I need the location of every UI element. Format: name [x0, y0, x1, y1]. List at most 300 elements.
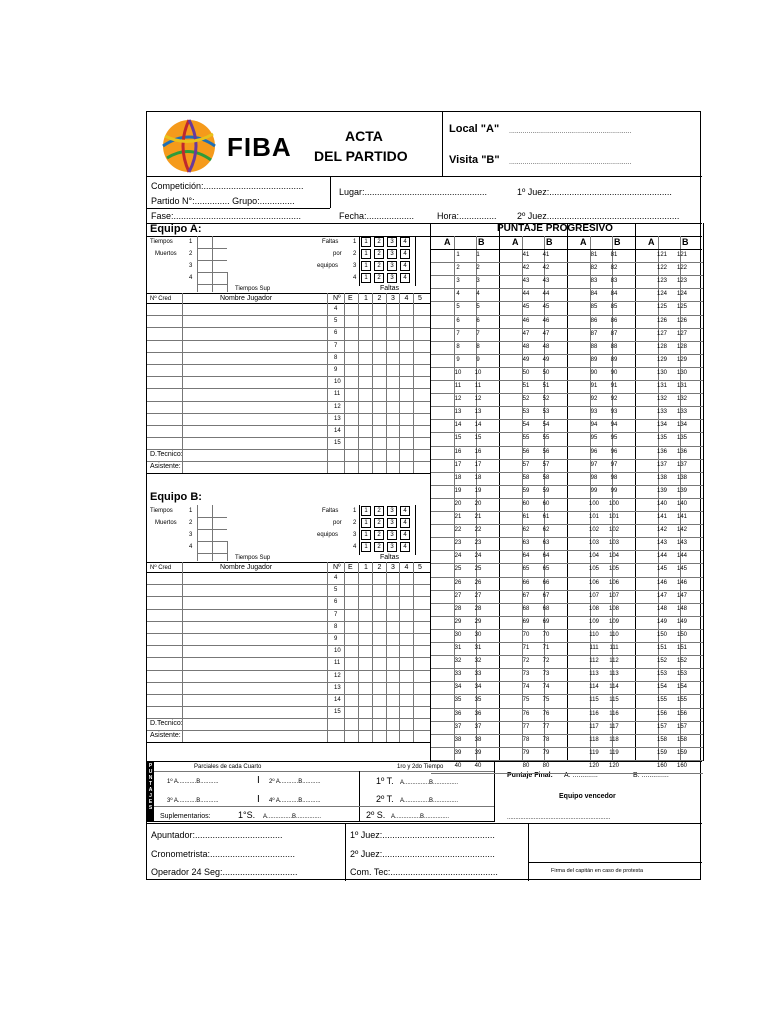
score-cell-a[interactable]: 17	[454, 461, 462, 468]
score-cell-a[interactable]: 101	[588, 514, 599, 520]
score-cell-b[interactable]: 119	[609, 749, 619, 756]
score-cell-a[interactable]: 90	[590, 369, 598, 376]
score-cell-a[interactable]: 15	[454, 435, 462, 442]
team-a-team-foul-box[interactable]: 4	[400, 237, 410, 247]
score-cell-b[interactable]: 42	[542, 265, 550, 272]
score-cell-a[interactable]: 116	[589, 710, 599, 717]
score-cell-b[interactable]: 1	[476, 252, 480, 258]
team-b-team-foul-box[interactable]: 3	[387, 542, 397, 552]
score-cell-b[interactable]: 138	[676, 474, 687, 481]
score-cell-b[interactable]: 59	[542, 487, 550, 494]
score-cell-a[interactable]: 135	[656, 435, 667, 442]
score-cell-b[interactable]: 2	[476, 265, 480, 272]
team-a-team-foul-box[interactable]: 1	[361, 237, 371, 247]
score-cell-a[interactable]: 103	[588, 540, 599, 547]
score-cell-a[interactable]: 34	[454, 684, 462, 691]
score-cell-a[interactable]: 83	[590, 278, 598, 285]
score-cell-b[interactable]: 100	[608, 500, 619, 507]
score-cell-b[interactable]: 50	[542, 369, 550, 376]
score-cell-a[interactable]: 146	[656, 579, 667, 586]
score-cell-b[interactable]: 4	[476, 291, 480, 298]
team-b-team-foul-box[interactable]: 2	[374, 530, 384, 540]
score-cell-a[interactable]: 122	[656, 265, 667, 272]
q4-score[interactable]: 4º A...........B...........	[269, 798, 321, 804]
score-cell-b[interactable]: 116	[609, 710, 619, 717]
score-cell-b[interactable]: 82	[610, 265, 618, 272]
score-cell-a[interactable]: 107	[588, 592, 599, 599]
score-cell-b[interactable]: 154	[676, 684, 687, 691]
score-cell-b[interactable]: 126	[676, 317, 687, 324]
score-cell-b[interactable]: 73	[542, 671, 550, 678]
team-a-team-foul-box[interactable]: 3	[387, 249, 397, 259]
score-cell-a[interactable]: 95	[590, 435, 598, 442]
score-cell-b[interactable]: 39	[474, 749, 482, 756]
team-a-team-foul-box[interactable]: 1	[361, 273, 371, 283]
team-a-player-row[interactable]	[147, 388, 430, 400]
score-cell-a[interactable]: 141	[656, 514, 667, 520]
score-cell-b[interactable]: 102	[608, 527, 619, 534]
score-cell-b[interactable]: 75	[542, 697, 550, 704]
score-cell-b[interactable]: 15	[474, 435, 482, 442]
score-cell-b[interactable]: 133	[676, 409, 687, 416]
score-cell-b[interactable]: 145	[676, 566, 687, 573]
score-cell-b[interactable]: 55	[542, 435, 550, 442]
score-cell-b[interactable]: 34	[474, 684, 482, 691]
team-b-player-row[interactable]	[147, 706, 430, 718]
score-cell-b[interactable]: 20	[474, 500, 482, 507]
team-b-player-row[interactable]	[147, 633, 430, 645]
score-cell-b[interactable]: 62	[542, 527, 550, 534]
score-cell-a[interactable]: 104	[588, 553, 599, 560]
score-cell-b[interactable]: 96	[610, 448, 618, 455]
score-cell-b[interactable]: 66	[542, 579, 550, 586]
score-cell-b[interactable]: 14	[474, 422, 482, 429]
score-cell-a[interactable]: 110	[589, 631, 599, 638]
score-cell-a[interactable]: 43	[522, 278, 530, 285]
score-cell-b[interactable]: 43	[542, 278, 550, 285]
score-cell-b[interactable]: 13	[474, 409, 482, 416]
score-cell-a[interactable]: 64	[522, 553, 530, 560]
score-cell-a[interactable]: 147	[656, 592, 667, 599]
score-cell-b[interactable]: 6	[476, 317, 480, 324]
score-cell-a[interactable]: 134	[656, 422, 667, 429]
team-a-team-foul-box[interactable]: 1	[361, 261, 371, 271]
score-cell-b[interactable]: 40	[474, 762, 482, 769]
score-cell-b[interactable]: 151	[676, 645, 687, 651]
score-cell-a[interactable]: 4	[456, 291, 460, 298]
team-a-player-row[interactable]	[147, 425, 430, 437]
score-cell-b[interactable]: 135	[676, 435, 687, 442]
score-cell-a[interactable]: 5	[456, 304, 460, 311]
team-a-player-row[interactable]	[147, 315, 430, 327]
juez2-signature-field[interactable]: 2º Juez:.............................................	[350, 849, 495, 859]
score-cell-b[interactable]: 30	[474, 631, 482, 638]
score-cell-a[interactable]: 123	[656, 278, 667, 285]
score-cell-a[interactable]: 126	[656, 317, 667, 324]
score-cell-a[interactable]: 92	[590, 396, 598, 403]
score-cell-a[interactable]: 75	[522, 697, 530, 704]
score-cell-b[interactable]: 152	[676, 658, 687, 665]
puntaje-final-a[interactable]: A: .............	[564, 772, 598, 779]
team-b-team-foul-box[interactable]: 3	[387, 518, 397, 528]
score-cell-b[interactable]: 97	[610, 461, 618, 468]
score-cell-b[interactable]: 111	[609, 645, 619, 651]
score-cell-b[interactable]: 112	[609, 658, 619, 665]
score-cell-a[interactable]: 38	[454, 736, 462, 743]
score-cell-a[interactable]: 108	[588, 605, 599, 612]
score-cell-a[interactable]: 60	[522, 500, 530, 507]
score-cell-b[interactable]: 129	[676, 356, 687, 363]
score-cell-a[interactable]: 20	[454, 500, 462, 507]
team-b-player-row[interactable]	[147, 645, 430, 657]
score-cell-a[interactable]: 36	[454, 710, 462, 717]
score-cell-a[interactable]: 55	[522, 435, 530, 442]
score-cell-a[interactable]: 69	[522, 618, 530, 625]
score-cell-b[interactable]: 31	[474, 645, 482, 651]
score-cell-a[interactable]: 76	[522, 710, 530, 717]
score-cell-b[interactable]: 68	[542, 605, 550, 612]
score-cell-a[interactable]: 148	[656, 605, 667, 612]
score-cell-a[interactable]: 158	[656, 736, 667, 743]
team-b-player-row[interactable]	[147, 621, 430, 633]
score-cell-a[interactable]: 154	[656, 684, 667, 691]
score-cell-b[interactable]: 115	[609, 697, 619, 704]
score-cell-b[interactable]: 27	[474, 592, 482, 599]
score-cell-a[interactable]: 21	[454, 514, 462, 520]
team-b-player-row[interactable]	[147, 694, 430, 706]
score-cell-a[interactable]: 82	[590, 265, 598, 272]
hora-field[interactable]: Hora:...............	[437, 211, 497, 221]
score-cell-a[interactable]: 11	[454, 383, 462, 389]
score-cell-b[interactable]: 157	[676, 723, 687, 730]
equipo-vencedor-line[interactable]: ..............................................................	[507, 815, 611, 821]
score-cell-b[interactable]: 106	[608, 579, 619, 586]
score-cell-a[interactable]: 140	[656, 500, 667, 507]
score-cell-a[interactable]: 63	[522, 540, 530, 547]
score-cell-a[interactable]: 65	[522, 566, 530, 573]
score-cell-b[interactable]: 98	[610, 474, 618, 481]
team-b-player-row[interactable]	[147, 584, 430, 596]
score-cell-b[interactable]: 148	[676, 605, 687, 612]
score-cell-a[interactable]: 18	[454, 474, 462, 481]
score-cell-a[interactable]: 49	[522, 356, 530, 363]
score-cell-a[interactable]: 7	[456, 330, 460, 337]
score-cell-a[interactable]: 6	[456, 317, 460, 324]
score-cell-b[interactable]: 28	[474, 605, 482, 612]
score-cell-a[interactable]: 26	[454, 579, 462, 586]
score-cell-a[interactable]: 8	[456, 343, 460, 350]
score-cell-a[interactable]: 59	[522, 487, 530, 494]
score-cell-b[interactable]: 52	[542, 396, 550, 403]
score-cell-b[interactable]: 94	[610, 422, 618, 429]
juez1-signature-field[interactable]: 1º Juez:.............................................	[350, 830, 495, 840]
score-cell-b[interactable]: 29	[474, 618, 482, 625]
score-cell-a[interactable]: 25	[454, 566, 462, 573]
score-cell-a[interactable]: 58	[522, 474, 530, 481]
score-cell-b[interactable]: 45	[542, 304, 550, 311]
score-cell-a[interactable]: 9	[456, 356, 460, 363]
score-cell-b[interactable]: 89	[610, 356, 618, 363]
team-a-team-foul-box[interactable]: 3	[387, 261, 397, 271]
score-cell-b[interactable]: 101	[608, 514, 619, 520]
score-cell-b[interactable]: 63	[542, 540, 550, 547]
score-cell-b[interactable]: 131	[676, 383, 687, 389]
s1-score[interactable]: A...............B...............	[263, 814, 322, 820]
team-b-team-foul-box[interactable]: 3	[387, 530, 397, 540]
fecha-field[interactable]: Fecha:...................	[339, 211, 415, 221]
score-cell-a[interactable]: 42	[522, 265, 530, 272]
score-cell-b[interactable]: 47	[542, 330, 550, 337]
partido-field[interactable]: Partido N°:.............. Grupo:..............	[151, 196, 295, 206]
score-cell-b[interactable]: 93	[610, 409, 618, 416]
score-cell-b[interactable]: 35	[474, 697, 482, 704]
score-cell-a[interactable]: 24	[454, 553, 462, 560]
q3-score[interactable]: 3º A...........B...........	[167, 798, 219, 804]
score-cell-b[interactable]: 149	[676, 618, 687, 625]
score-cell-b[interactable]: 22	[474, 527, 482, 534]
juez2-field[interactable]: 2º Juez.....................................................	[517, 211, 680, 221]
score-cell-a[interactable]: 16	[454, 448, 462, 455]
lugar-field[interactable]: Lugar:.................................................	[339, 187, 488, 197]
score-cell-a[interactable]: 54	[522, 422, 530, 429]
score-cell-b[interactable]: 81	[610, 252, 618, 258]
team-a-player-row[interactable]	[147, 413, 430, 425]
score-cell-a[interactable]: 96	[590, 448, 598, 455]
score-cell-b[interactable]: 83	[610, 278, 618, 285]
score-cell-a[interactable]: 33	[454, 671, 462, 678]
score-cell-b[interactable]: 143	[676, 540, 687, 547]
score-cell-a[interactable]: 128	[656, 343, 667, 350]
score-cell-b[interactable]: 74	[542, 684, 550, 691]
score-cell-b[interactable]: 159	[676, 749, 687, 756]
score-cell-a[interactable]: 32	[454, 658, 462, 665]
team-a-team-foul-box[interactable]: 2	[374, 237, 384, 247]
team-a-team-foul-box[interactable]: 2	[374, 249, 384, 259]
score-cell-a[interactable]: 56	[522, 448, 530, 455]
score-cell-b[interactable]: 104	[608, 553, 619, 560]
score-cell-b[interactable]: 118	[609, 736, 619, 743]
score-cell-a[interactable]: 111	[589, 645, 599, 651]
score-cell-a[interactable]: 19	[454, 487, 462, 494]
score-cell-b[interactable]: 67	[542, 592, 550, 599]
team-b-team-foul-box[interactable]: 3	[387, 506, 397, 516]
score-cell-a[interactable]: 30	[454, 631, 462, 638]
score-cell-b[interactable]: 156	[676, 710, 687, 717]
score-cell-b[interactable]: 41	[542, 252, 550, 258]
team-b-team-foul-box[interactable]: 2	[374, 542, 384, 552]
score-cell-a[interactable]: 13	[454, 409, 462, 416]
score-cell-b[interactable]: 44	[542, 291, 550, 298]
score-cell-b[interactable]: 60	[542, 500, 550, 507]
score-cell-a[interactable]: 73	[522, 671, 530, 678]
team-a-player-row[interactable]	[147, 352, 430, 364]
score-cell-a[interactable]: 23	[454, 540, 462, 547]
team-b-team-foul-box[interactable]: 1	[361, 518, 371, 528]
score-cell-b[interactable]: 70	[542, 631, 550, 638]
score-cell-a[interactable]: 12	[454, 396, 462, 403]
score-cell-b[interactable]: 107	[608, 592, 619, 599]
score-cell-a[interactable]: 37	[454, 723, 462, 730]
score-cell-b[interactable]: 84	[610, 291, 618, 298]
score-cell-a[interactable]: 41	[522, 252, 530, 258]
visita-line[interactable]: ...............................................................	[509, 159, 632, 166]
score-cell-b[interactable]: 105	[608, 566, 619, 573]
score-cell-a[interactable]: 48	[522, 343, 530, 350]
score-cell-a[interactable]: 72	[522, 658, 530, 665]
score-cell-b[interactable]: 99	[610, 487, 618, 494]
score-cell-a[interactable]: 150	[656, 631, 667, 638]
score-cell-a[interactable]: 81	[590, 252, 598, 258]
score-cell-b[interactable]: 77	[542, 723, 550, 730]
team-b-player-row[interactable]	[147, 609, 430, 621]
score-cell-a[interactable]: 88	[590, 343, 598, 350]
score-cell-b[interactable]: 88	[610, 343, 618, 350]
score-cell-a[interactable]: 153	[656, 671, 667, 678]
score-cell-b[interactable]: 57	[542, 461, 550, 468]
team-a-team-foul-box[interactable]: 4	[400, 249, 410, 259]
score-cell-b[interactable]: 127	[676, 330, 687, 337]
score-cell-a[interactable]: 2	[456, 265, 460, 272]
score-cell-a[interactable]: 31	[454, 645, 462, 651]
score-cell-b[interactable]: 136	[676, 448, 687, 455]
score-cell-a[interactable]: 84	[590, 291, 598, 298]
score-cell-b[interactable]: 139	[676, 487, 687, 494]
score-cell-a[interactable]: 124	[656, 291, 667, 298]
score-cell-b[interactable]: 21	[474, 514, 482, 520]
score-cell-b[interactable]: 16	[474, 448, 482, 455]
score-cell-b[interactable]: 158	[676, 736, 687, 743]
score-cell-a[interactable]: 112	[589, 658, 599, 665]
team-b-team-foul-box[interactable]: 2	[374, 506, 384, 516]
team-b-team-foul-box[interactable]: 4	[400, 542, 410, 552]
score-cell-b[interactable]: 78	[542, 736, 550, 743]
score-cell-a[interactable]: 105	[588, 566, 599, 573]
score-cell-a[interactable]: 52	[522, 396, 530, 403]
team-a-team-foul-box[interactable]: 3	[387, 237, 397, 247]
score-cell-a[interactable]: 100	[588, 500, 599, 507]
score-cell-b[interactable]: 80	[542, 762, 550, 769]
score-cell-b[interactable]: 144	[676, 553, 687, 560]
score-cell-a[interactable]: 57	[522, 461, 530, 468]
q2-score[interactable]: 2º A...........B...........	[269, 779, 321, 785]
score-cell-a[interactable]: 144	[656, 553, 667, 560]
score-cell-a[interactable]: 71	[522, 645, 530, 651]
score-cell-a[interactable]: 66	[522, 579, 530, 586]
score-cell-a[interactable]: 78	[522, 736, 530, 743]
score-cell-a[interactable]: 139	[656, 487, 667, 494]
score-cell-a[interactable]: 47	[522, 330, 530, 337]
score-cell-b[interactable]: 46	[542, 317, 550, 324]
score-cell-a[interactable]: 102	[588, 527, 599, 534]
team-b-team-foul-box[interactable]: 4	[400, 518, 410, 528]
score-cell-a[interactable]: 40	[454, 762, 462, 769]
score-cell-a[interactable]: 50	[522, 369, 530, 376]
score-cell-b[interactable]: 137	[676, 461, 687, 468]
score-cell-b[interactable]: 121	[676, 252, 687, 258]
score-cell-a[interactable]: 62	[522, 527, 530, 534]
score-cell-b[interactable]: 124	[676, 291, 687, 298]
score-cell-a[interactable]: 86	[590, 317, 598, 324]
score-cell-a[interactable]: 61	[522, 514, 530, 520]
team-a-player-row[interactable]	[147, 437, 430, 449]
score-cell-a[interactable]: 132	[656, 396, 667, 403]
score-cell-a[interactable]: 46	[522, 317, 530, 324]
score-cell-a[interactable]: 22	[454, 527, 462, 534]
score-cell-a[interactable]: 142	[656, 527, 667, 534]
score-cell-a[interactable]: 152	[656, 658, 667, 665]
score-cell-b[interactable]: 17	[474, 461, 482, 468]
team-b-player-row[interactable]	[147, 682, 430, 694]
score-cell-a[interactable]: 67	[522, 592, 530, 599]
score-cell-a[interactable]: 79	[522, 749, 530, 756]
score-cell-b[interactable]: 150	[676, 631, 687, 638]
score-cell-a[interactable]: 120	[588, 762, 599, 769]
score-cell-b[interactable]: 25	[474, 566, 482, 573]
score-cell-b[interactable]: 142	[676, 527, 687, 534]
score-cell-b[interactable]: 26	[474, 579, 482, 586]
score-cell-b[interactable]: 8	[476, 343, 480, 350]
score-cell-a[interactable]: 27	[454, 592, 462, 599]
score-cell-b[interactable]: 108	[608, 605, 619, 612]
team-a-team-foul-box[interactable]: 1	[361, 249, 371, 259]
score-cell-a[interactable]: 160	[656, 762, 667, 769]
score-cell-b[interactable]: 117	[609, 723, 619, 730]
operador-field[interactable]: Operador 24 Seg:..............................	[151, 867, 298, 877]
score-cell-b[interactable]: 122	[676, 265, 687, 272]
team-b-team-foul-box[interactable]: 1	[361, 530, 371, 540]
score-cell-b[interactable]: 51	[542, 383, 550, 389]
score-cell-b[interactable]: 76	[542, 710, 550, 717]
puntaje-final-b[interactable]: B: ..............	[633, 772, 669, 779]
score-cell-a[interactable]: 77	[522, 723, 530, 730]
score-cell-b[interactable]: 160	[676, 762, 687, 769]
score-cell-b[interactable]: 32	[474, 658, 482, 665]
score-cell-a[interactable]: 35	[454, 697, 462, 704]
score-cell-a[interactable]: 10	[454, 369, 462, 376]
score-cell-a[interactable]: 70	[522, 631, 530, 638]
score-cell-a[interactable]: 97	[590, 461, 598, 468]
score-cell-b[interactable]: 130	[676, 369, 687, 376]
score-cell-b[interactable]: 71	[542, 645, 550, 651]
score-cell-b[interactable]: 92	[610, 396, 618, 403]
q1-score[interactable]: 1º A...........B...........	[167, 779, 219, 785]
score-cell-b[interactable]: 155	[676, 697, 687, 704]
score-cell-a[interactable]: 137	[656, 461, 667, 468]
score-cell-a[interactable]: 131	[656, 383, 667, 389]
score-cell-a[interactable]: 143	[656, 540, 667, 547]
score-cell-b[interactable]: 5	[476, 304, 480, 311]
score-cell-b[interactable]: 36	[474, 710, 482, 717]
score-cell-b[interactable]: 18	[474, 474, 482, 481]
score-cell-b[interactable]: 153	[676, 671, 687, 678]
score-cell-a[interactable]: 87	[590, 330, 598, 337]
com-tec-field[interactable]: Com. Tec:...........................................	[350, 867, 498, 877]
score-cell-b[interactable]: 48	[542, 343, 550, 350]
score-cell-a[interactable]: 113	[589, 671, 599, 678]
score-cell-b[interactable]: 91	[610, 383, 618, 389]
score-cell-b[interactable]: 69	[542, 618, 550, 625]
team-a-team-foul-box[interactable]: 4	[400, 261, 410, 271]
team-a-player-row[interactable]	[147, 401, 430, 413]
score-cell-a[interactable]: 114	[589, 684, 599, 691]
score-cell-b[interactable]: 72	[542, 658, 550, 665]
t1-score[interactable]: A...............B...............	[400, 780, 459, 786]
score-cell-b[interactable]: 123	[676, 278, 687, 285]
score-cell-b[interactable]: 95	[610, 435, 618, 442]
score-cell-a[interactable]: 155	[656, 697, 667, 704]
score-cell-b[interactable]: 61	[542, 514, 550, 520]
score-cell-b[interactable]: 49	[542, 356, 550, 363]
